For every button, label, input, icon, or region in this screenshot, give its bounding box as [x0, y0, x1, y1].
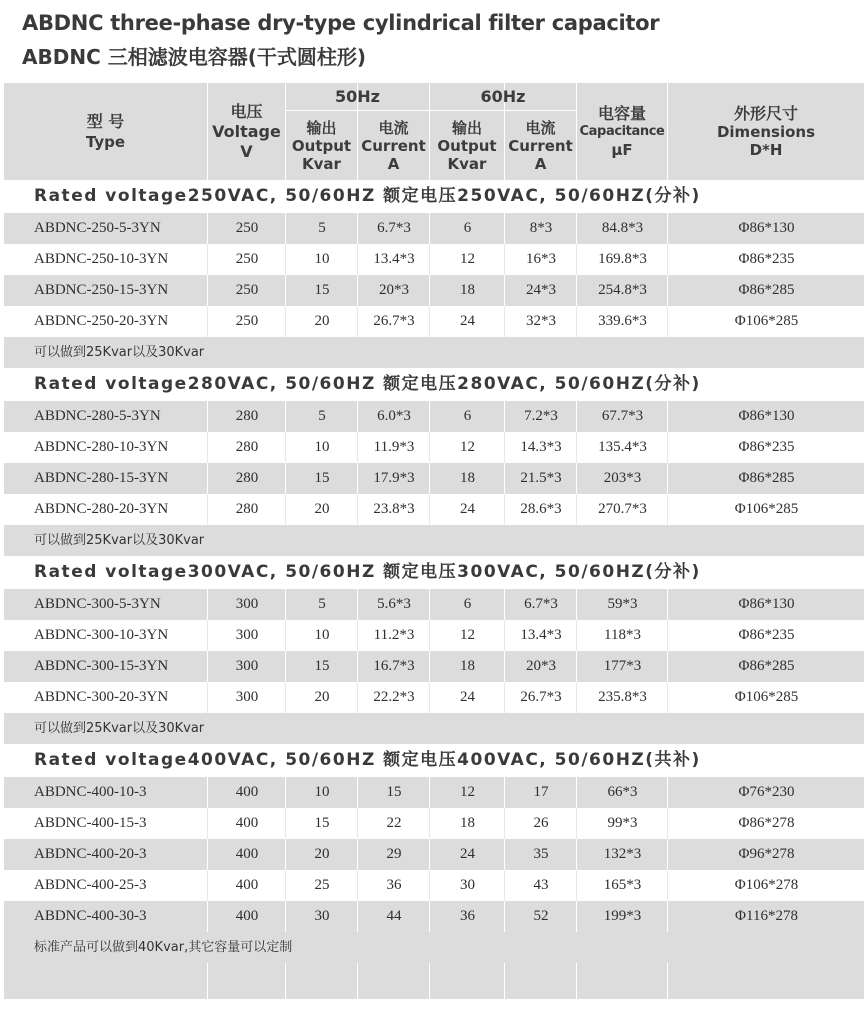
- cell-60hz-output: 6: [429, 213, 505, 244]
- cell-60hz-current: 35: [504, 839, 577, 870]
- header-60hz-output: 输出 Output Kvar: [437, 118, 497, 173]
- table-row: [4, 213, 864, 244]
- cell-50hz-current: 29: [357, 839, 430, 870]
- cell-60hz-output: 18: [429, 275, 505, 306]
- cell-60hz-current: 7.2*3: [504, 401, 577, 432]
- cell-voltage: 300: [207, 589, 286, 620]
- table-row: [4, 839, 864, 870]
- cell-60hz-current: 17: [504, 777, 577, 808]
- cell-50hz-output: 20: [285, 494, 358, 525]
- cell-dimensions: Φ86*130: [667, 589, 864, 620]
- cell-60hz-current: 8*3: [504, 213, 577, 244]
- cell-50hz-output: 10: [285, 432, 358, 463]
- section-title: Rated voltage250VAC, 50/60HZ 额定电压250VAC, 50/60HZ(分补): [4, 180, 864, 213]
- cell-voltage: 250: [207, 275, 286, 306]
- cell-60hz-output: 30: [429, 870, 505, 901]
- cell-model: ABDNC-400-20-3: [34, 846, 147, 862]
- page-title-cn: ABDNC 三相滤波电容器(干式圆柱形): [22, 45, 366, 69]
- header-capacitance: 电容量 Capacitance μF: [579, 103, 665, 159]
- cell-50hz-output: 10: [285, 777, 358, 808]
- cell-50hz-current: 36: [357, 870, 430, 901]
- table-row: [4, 870, 864, 901]
- cell-dimensions: Φ86*130: [667, 213, 864, 244]
- cell-capacitance: 177*3: [576, 651, 668, 682]
- cell-voltage: 280: [207, 494, 286, 525]
- cell-voltage: 400: [207, 808, 286, 839]
- cell-50hz-output: 20: [285, 306, 358, 337]
- table-row: [4, 432, 864, 463]
- cell-50hz-output: 15: [285, 651, 358, 682]
- cell-model: ABDNC-300-15-3YN: [34, 658, 169, 674]
- section-note: 标准产品可以做到40Kvar,其它容量可以定制: [4, 932, 864, 963]
- cell-60hz-current: 26.7*3: [504, 682, 577, 713]
- header-50hz: 50Hz: [335, 86, 380, 106]
- capacitor-spec-table: [4, 83, 864, 999]
- cell-dimensions: Φ106*285: [667, 306, 864, 337]
- header-60hz: 60Hz: [480, 86, 526, 106]
- cell-dimensions: Φ86*235: [667, 432, 864, 463]
- cell-50hz-output: 30: [285, 901, 358, 932]
- cell-voltage: 300: [207, 651, 286, 682]
- cell-50hz-output: 5: [285, 589, 358, 620]
- table-body: [4, 180, 864, 999]
- cell-model: ABDNC-400-10-3: [34, 784, 147, 800]
- cell-model: ABDNC-280-5-3YN: [34, 408, 161, 424]
- cell-60hz-output: 24: [429, 682, 505, 713]
- cell-60hz-current: 43: [504, 870, 577, 901]
- cell-50hz-output: 15: [285, 808, 358, 839]
- cell-model: ABDNC-250-20-3YN: [34, 313, 169, 329]
- cell-model: ABDNC-400-30-3: [34, 908, 147, 924]
- table-row: [4, 682, 864, 713]
- header-type: 型 号 Type: [85, 111, 126, 151]
- cell-60hz-output: 12: [429, 620, 505, 651]
- header-50hz-output: 输出 Output Kvar: [291, 118, 352, 173]
- cell-capacitance: 339.6*3: [576, 306, 668, 337]
- cell-50hz-current: 13.4*3: [357, 244, 430, 275]
- cell-60hz-output: 24: [429, 494, 505, 525]
- cell-60hz-output: 18: [429, 808, 505, 839]
- blank-row: [4, 963, 864, 999]
- cell-dimensions: Φ106*278: [667, 870, 864, 901]
- cell-model: ABDNC-300-5-3YN: [34, 596, 161, 612]
- cell-60hz-current: 24*3: [504, 275, 577, 306]
- cell-voltage: 280: [207, 401, 286, 432]
- cell-dimensions: Φ86*130: [667, 401, 864, 432]
- cell-60hz-output: 12: [429, 777, 505, 808]
- cell-voltage: 400: [207, 839, 286, 870]
- cell-60hz-current: 32*3: [504, 306, 577, 337]
- cell-dimensions: Φ106*285: [667, 682, 864, 713]
- table-row: [4, 651, 864, 682]
- cell-50hz-output: 10: [285, 620, 358, 651]
- cell-50hz-output: 15: [285, 275, 358, 306]
- cell-60hz-current: 14.3*3: [504, 432, 577, 463]
- header-dimensions: 外形尺寸 Dimensions D*H: [716, 103, 816, 159]
- cell-50hz-current: 11.2*3: [357, 620, 430, 651]
- cell-model: ABDNC-400-15-3: [34, 815, 147, 831]
- cell-60hz-current: 26: [504, 808, 577, 839]
- cell-model: ABDNC-300-20-3YN: [34, 689, 169, 705]
- cell-dimensions: Φ86*285: [667, 651, 864, 682]
- header-voltage: 电压 Voltage V: [212, 101, 281, 161]
- cell-50hz-output: 5: [285, 401, 358, 432]
- cell-50hz-current: 16.7*3: [357, 651, 430, 682]
- cell-capacitance: 169.8*3: [576, 244, 668, 275]
- cell-model: ABDNC-400-25-3: [34, 877, 147, 893]
- cell-model: ABDNC-250-10-3YN: [34, 251, 169, 267]
- cell-voltage: 250: [207, 213, 286, 244]
- cell-model: ABDNC-280-20-3YN: [34, 501, 169, 517]
- cell-50hz-current: 6.0*3: [357, 401, 430, 432]
- cell-50hz-current: 44: [357, 901, 430, 932]
- cell-60hz-output: 18: [429, 463, 505, 494]
- cell-50hz-current: 6.7*3: [357, 213, 430, 244]
- table-row: [4, 777, 864, 808]
- table-row: [4, 244, 864, 275]
- page-title-en: ABDNC three-phase dry-type cylindrical filter capacitor: [22, 11, 660, 35]
- section-title: Rated voltage280VAC, 50/60HZ 额定电压280VAC, 50/60HZ(分补): [4, 368, 864, 401]
- table-row: [4, 808, 864, 839]
- cell-60hz-output: 12: [429, 244, 505, 275]
- cell-model: ABDNC-280-10-3YN: [34, 439, 169, 455]
- table-row: [4, 494, 864, 525]
- cell-50hz-output: 10: [285, 244, 358, 275]
- cell-capacitance: 59*3: [576, 589, 668, 620]
- cell-voltage: 400: [207, 870, 286, 901]
- header-60hz-current: 电流 Current A: [508, 118, 573, 173]
- cell-60hz-current: 28.6*3: [504, 494, 577, 525]
- cell-60hz-output: 36: [429, 901, 505, 932]
- cell-50hz-output: 20: [285, 839, 358, 870]
- cell-model: ABDNC-250-15-3YN: [34, 282, 169, 298]
- cell-dimensions: Φ86*235: [667, 244, 864, 275]
- cell-50hz-current: 22.2*3: [357, 682, 430, 713]
- cell-50hz-current: 17.9*3: [357, 463, 430, 494]
- cell-capacitance: 135.4*3: [576, 432, 668, 463]
- cell-voltage: 250: [207, 306, 286, 337]
- cell-model: ABDNC-250-5-3YN: [34, 220, 161, 236]
- cell-voltage: 280: [207, 432, 286, 463]
- cell-voltage: 300: [207, 682, 286, 713]
- cell-50hz-current: 15: [357, 777, 430, 808]
- cell-capacitance: 165*3: [576, 870, 668, 901]
- cell-60hz-output: 24: [429, 306, 505, 337]
- cell-50hz-output: 15: [285, 463, 358, 494]
- cell-60hz-current: 21.5*3: [504, 463, 577, 494]
- cell-capacitance: 99*3: [576, 808, 668, 839]
- cell-50hz-current: 20*3: [357, 275, 430, 306]
- cell-60hz-current: 52: [504, 901, 577, 932]
- section-title: Rated voltage300VAC, 50/60HZ 额定电压300VAC, 50/60HZ(分补): [4, 556, 864, 589]
- section-note: 可以做到25Kvar以及30Kvar: [4, 525, 864, 556]
- cell-voltage: 250: [207, 244, 286, 275]
- cell-60hz-current: 6.7*3: [504, 589, 577, 620]
- cell-50hz-output: 20: [285, 682, 358, 713]
- cell-60hz-current: 13.4*3: [504, 620, 577, 651]
- table-header: [4, 83, 864, 180]
- cell-model: ABDNC-280-15-3YN: [34, 470, 169, 486]
- cell-60hz-output: 24: [429, 839, 505, 870]
- cell-50hz-current: 23.8*3: [357, 494, 430, 525]
- cell-dimensions: Φ86*235: [667, 620, 864, 651]
- cell-dimensions: Φ116*278: [667, 901, 864, 932]
- header-50hz-current: 电流 Current A: [361, 118, 426, 173]
- cell-voltage: 400: [207, 901, 286, 932]
- cell-capacitance: 132*3: [576, 839, 668, 870]
- cell-50hz-current: 11.9*3: [357, 432, 430, 463]
- cell-60hz-output: 18: [429, 651, 505, 682]
- cell-60hz-output: 6: [429, 401, 505, 432]
- cell-voltage: 300: [207, 620, 286, 651]
- cell-50hz-current: 22: [357, 808, 430, 839]
- cell-capacitance: 203*3: [576, 463, 668, 494]
- cell-50hz-current: 5.6*3: [357, 589, 430, 620]
- cell-dimensions: Φ106*285: [667, 494, 864, 525]
- table-row: [4, 463, 864, 494]
- cell-dimensions: Φ96*278: [667, 839, 864, 870]
- cell-60hz-output: 6: [429, 589, 505, 620]
- section-note: 可以做到25Kvar以及30Kvar: [4, 713, 864, 744]
- section-title: Rated voltage400VAC, 50/60HZ 额定电压400VAC, 50/60HZ(共补): [4, 744, 864, 777]
- cell-60hz-current: 16*3: [504, 244, 577, 275]
- cell-capacitance: 67.7*3: [576, 401, 668, 432]
- cell-model: ABDNC-300-10-3YN: [34, 627, 169, 643]
- cell-dimensions: Φ76*230: [667, 777, 864, 808]
- cell-capacitance: 84.8*3: [576, 213, 668, 244]
- cell-capacitance: 235.8*3: [576, 682, 668, 713]
- cell-50hz-current: 26.7*3: [357, 306, 430, 337]
- table-row: [4, 901, 864, 932]
- table-row: [4, 306, 864, 337]
- cell-voltage: 400: [207, 777, 286, 808]
- cell-dimensions: Φ86*285: [667, 463, 864, 494]
- cell-dimensions: Φ86*278: [667, 808, 864, 839]
- cell-dimensions: Φ86*285: [667, 275, 864, 306]
- cell-capacitance: 270.7*3: [576, 494, 668, 525]
- table-row: [4, 620, 864, 651]
- cell-capacitance: 118*3: [576, 620, 668, 651]
- section-note: 可以做到25Kvar以及30Kvar: [4, 337, 864, 368]
- cell-60hz-current: 20*3: [504, 651, 577, 682]
- cell-50hz-output: 25: [285, 870, 358, 901]
- cell-50hz-output: 5: [285, 213, 358, 244]
- cell-voltage: 280: [207, 463, 286, 494]
- cell-capacitance: 66*3: [576, 777, 668, 808]
- table-row: [4, 401, 864, 432]
- table-row: [4, 275, 864, 306]
- cell-capacitance: 254.8*3: [576, 275, 668, 306]
- table-row: [4, 589, 864, 620]
- cell-capacitance: 199*3: [576, 901, 668, 932]
- cell-60hz-output: 12: [429, 432, 505, 463]
